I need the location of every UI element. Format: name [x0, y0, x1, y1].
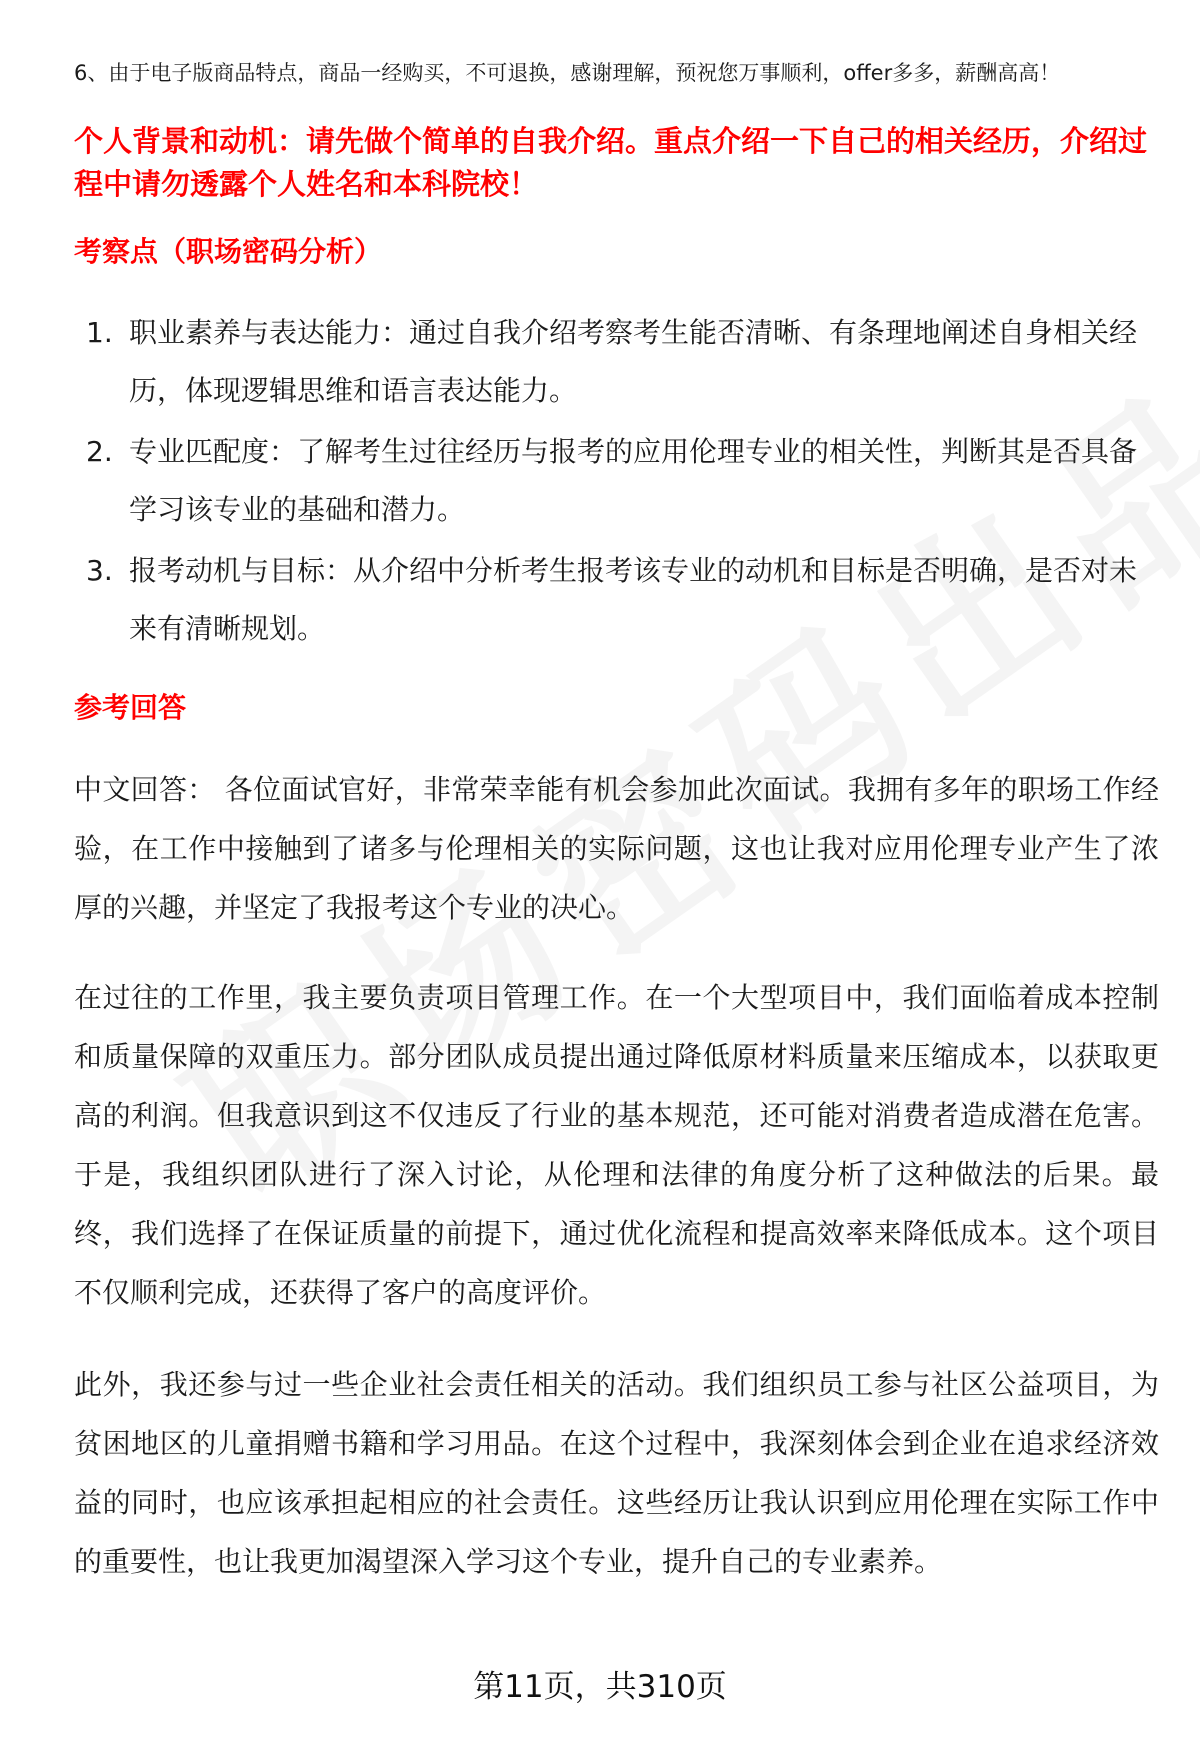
list-item	[74, 304, 1154, 420]
list-number: 1.	[86, 316, 113, 349]
purchase-note: 6、由于电子版商品特点，商品一经购买，不可退换，感谢理解，预祝您万事顺利，offer多多，薪酬高高！	[74, 61, 1061, 85]
analysis-points-list	[74, 304, 1154, 661]
answer-paragraph: 此外，我还参与过一些企业社会责任相关的活动。我们组织员工参与社区公益项目，为贫困地区的儿童捐赠书籍和学习用品。在这个过程中，我深刻体会到企业在追求经济效益的同时，也应该承担起相应的社会责任。这些经历让我认识到应用伦理在实际工作中的重要性，也让我更加渴望深入学习这个专业，提升自己的专业素养。	[74, 1368, 1159, 1578]
list-number: 3.	[86, 554, 113, 587]
list-text: 专业匹配度：了解考生过往经历与报考的应用伦理专业的相关性，判断其是否具备学习该专业的基础和潜力。	[129, 435, 1138, 526]
answer-paragraph: 中文回答： 各位面试官好，非常荣幸能有机会参加此次面试。我拥有多年的职场工作经验，在工作中接触到了诸多与伦理相关的实际问题，这也让我对应用伦理专业产生了浓厚的兴趣，并坚定了我报考这个专业的决心。	[74, 773, 1159, 924]
page-number: 第11页，共310页	[473, 1669, 727, 1705]
question-heading: 个人背景和动机：请先做个简单的自我介绍。重点介绍一下自己的相关经历，介绍过程中请勿透露个人姓名和本科院校！	[74, 124, 1148, 201]
list-text: 报考动机与目标：从介绍中分析考生报考该专业的动机和目标是否明确，是否对未来有清晰规划。	[129, 554, 1138, 645]
list-text: 职业素养与表达能力：通过自我介绍考察考生能否清晰、有条理地阐述自身相关经历，体现逻辑思维和语言表达能力。	[129, 316, 1138, 407]
answer-paragraph: 在过往的工作里，我主要负责项目管理工作。在一个大型项目中，我们面临着成本控制和质量保障的双重压力。部分团队成员提出通过降低原材料质量来压缩成本，以获取更高的利润。但我意识到这不仅违反了行业的基本规范，还可能对消费者造成潜在危害。于是，我组织团队进行了深入讨论，从伦理和法律的角度分析了这种做法的后果。最终，我们选择了在保证质量的前提下，通过优化流程和提高效率来降低成本。这个项目不仅顺利完成，还获得了客户的高度评价。	[74, 981, 1159, 1309]
list-item	[74, 423, 1154, 539]
list-item	[74, 542, 1154, 658]
analysis-title: 考察点（职场密码分析）	[74, 235, 383, 268]
answer-title: 参考回答	[74, 691, 187, 724]
list-number: 2.	[86, 435, 113, 468]
